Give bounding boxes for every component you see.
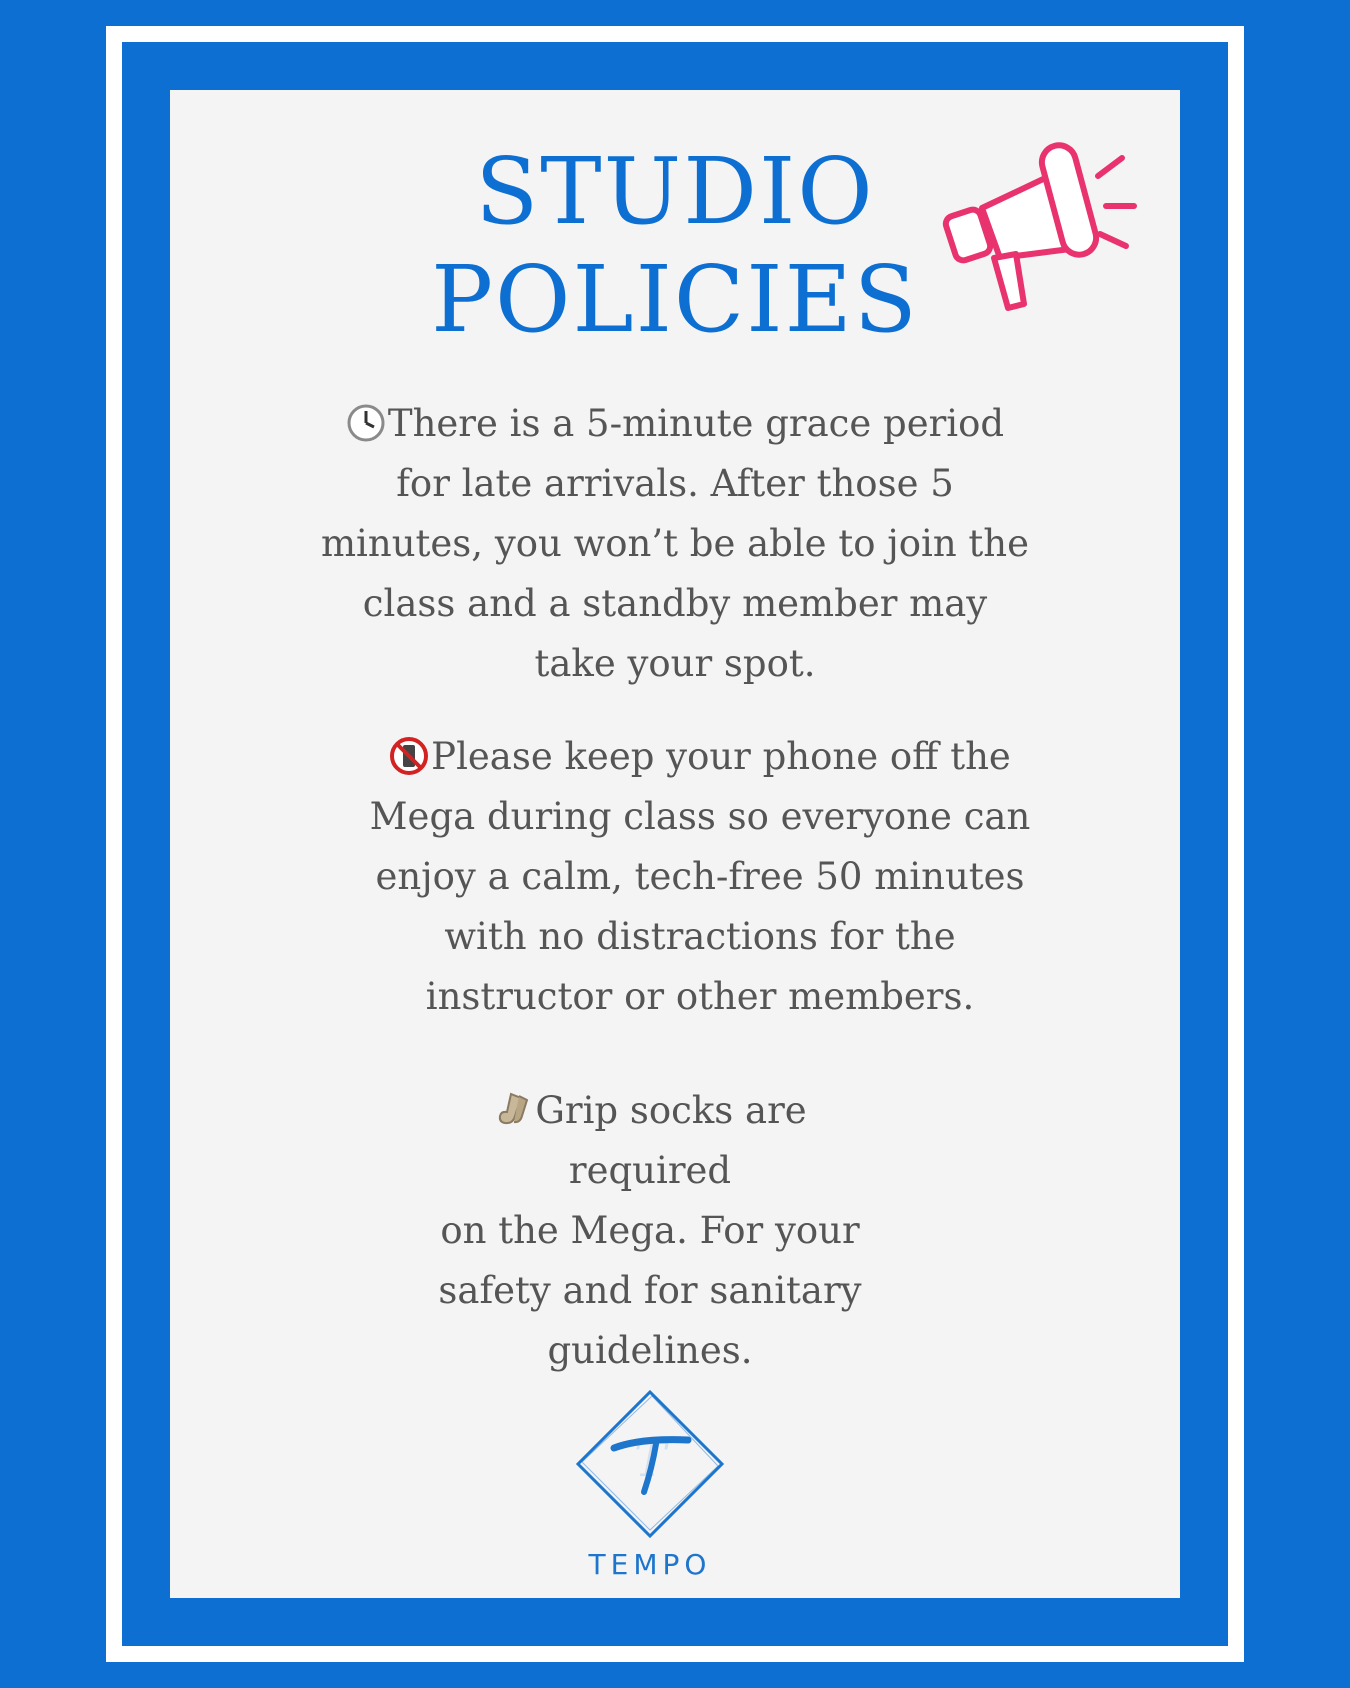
policy-line: Mega during class so everyone can xyxy=(369,795,1031,838)
megaphone-icon xyxy=(930,130,1140,320)
policy-line xyxy=(350,727,1050,787)
policy-line: instructor or other members. xyxy=(425,975,975,1018)
policy-line: on the Mega. For your xyxy=(440,1209,860,1252)
policy-line: take your spot. xyxy=(534,642,816,685)
socks-icon xyxy=(493,1090,533,1130)
policy-line: class and a standby member may xyxy=(362,582,988,625)
clock-icon xyxy=(346,403,386,443)
policy-late-arrival xyxy=(290,394,1060,694)
policy-grip-socks xyxy=(410,1081,890,1381)
no-phone-icon xyxy=(389,736,429,776)
policy-line: with no distractions for the xyxy=(444,915,956,958)
title-line-1: STUDIO xyxy=(475,138,875,245)
policy-text: Please keep your phone off the xyxy=(431,735,1011,778)
logo-mark: T xyxy=(633,1432,667,1488)
policy-text: Grip socks are required xyxy=(535,1089,807,1192)
policy-card xyxy=(170,90,1180,1598)
tempo-logo-icon xyxy=(560,1380,740,1550)
policy-line: minutes, you won’t be able to join the xyxy=(320,522,1030,565)
policy-line xyxy=(410,1081,890,1201)
title-line-2: POLICIES xyxy=(431,246,919,353)
policy-text: There is a 5-minute grace period xyxy=(387,402,1005,445)
brand-name: TEMPO xyxy=(588,1548,712,1581)
policy-line: guidelines. xyxy=(547,1329,753,1372)
policy-phones xyxy=(350,727,1050,1027)
policy-line: enjoy a calm, tech-free 50 minutes xyxy=(375,855,1025,898)
policy-line: for late arrivals. After those 5 xyxy=(396,462,954,505)
policy-line xyxy=(290,394,1060,454)
policy-line: safety and for sanitary xyxy=(438,1269,862,1312)
